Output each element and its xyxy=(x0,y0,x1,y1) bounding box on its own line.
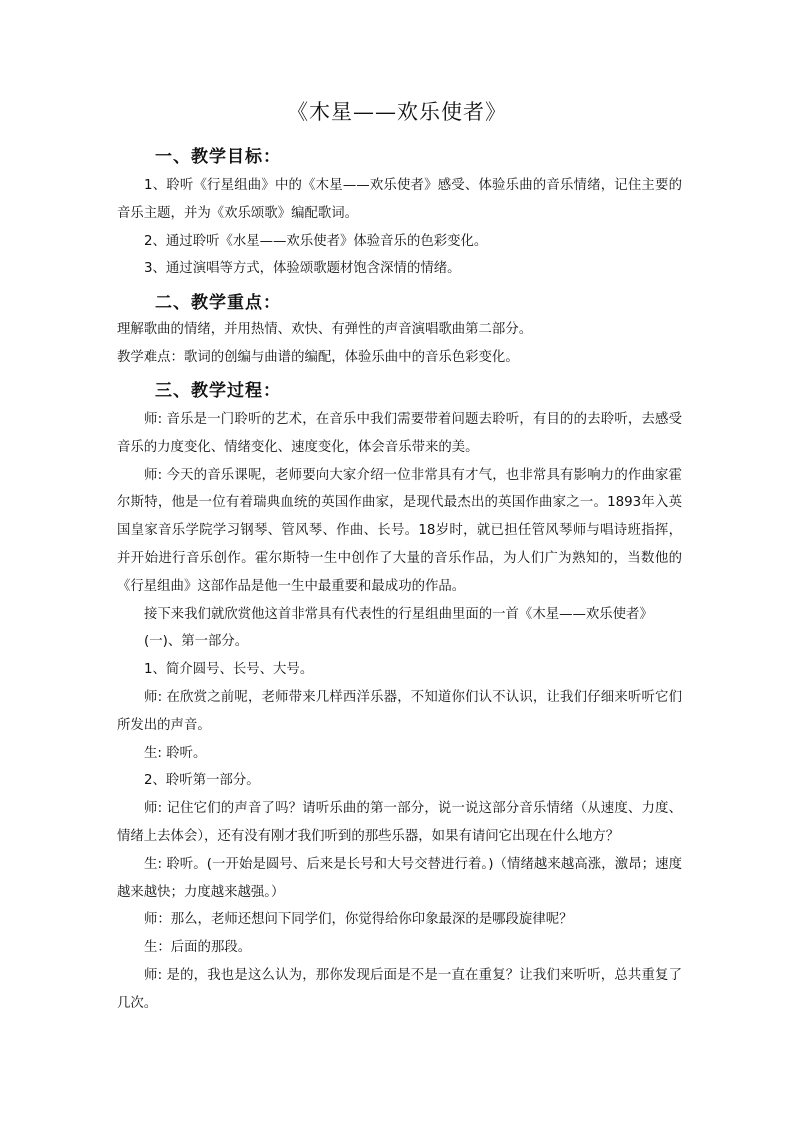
process-paragraph: (一)、第一部分。 xyxy=(144,634,249,650)
document-title: 《木星——欢乐使者》 xyxy=(287,100,507,124)
heading-teaching-process: 三、教学过程： xyxy=(155,381,281,401)
focus-item: 理解歌曲的情绪，并用热情、欢快、有弹性的声音演唱歌曲第二部分。 xyxy=(117,322,533,337)
process-paragraph: 接下来我们就欣赏他这首非常具有代表性的行星组曲里面的一首《木星——欢乐使者》 xyxy=(144,606,653,622)
process-paragraph: 生: 聆听。(一开始是圆号、后来是长号和大号交替进行着。)（情绪越来越高涨，激昂；速度越来越快；力度越来越强。） xyxy=(117,856,682,900)
process-paragraph: 师：那么，老师还想问下同学们，你觉得给你印象最深的是哪段旋律呢？ xyxy=(144,912,573,928)
process-paragraph: 2、聆听第一部分。 xyxy=(144,773,260,789)
heading-teaching-focus: 二、教学重点： xyxy=(155,293,281,313)
process-paragraph: 生: 聆听。 xyxy=(144,745,207,761)
process-paragraph: 师: 今天的音乐课呢，老师要向大家介绍一位非常具有才气，也非常具有影响力的作曲家霍尔斯特，他是一位有着瑞典血统的英国作曲家，是现代最杰出的英国作曲家之一。1893年入英国皇家音乐学院学习钢琴、管风琴、作曲、长号。18岁时，就已担任管风琴师与唱诗班指挥，并开始进行音乐创作。霍尔斯特一生中创作了大量的音乐作品，为人们广为熟知的，当数他的《行星组曲》这部作品是他一生中最重要和最成功的作品。 xyxy=(117,467,682,594)
goal-item: 3、通过演唱等方式，体验颂歌题材饱含深情的情绪。 xyxy=(144,261,461,277)
focus-item: 教学难点：歌词的创编与曲谱的编配，体验乐曲中的音乐色彩变化。 xyxy=(117,349,519,365)
process-paragraph: 师: 记住它们的声音了吗？请听乐曲的第一部分，说一说这部分音乐情绪（从速度、力度、情绪上去体会），还有没有刚才我们听到的那些乐器，如果有请问它出现在什么地方？ xyxy=(117,801,682,844)
process-paragraph: 师: 是的，我也是这么认为，那你发现后面是不是一直在重复？让我们来听听，总共重复了几次。 xyxy=(117,967,682,1011)
process-paragraph: 1、简介圆号、长号、大号。 xyxy=(144,662,314,678)
process-paragraph: 师: 音乐是一门聆听的艺术，在音乐中我们需要带着问题去聆听，有目的的去聆听，去感受音乐的力度变化、情绪变化、速度变化，体会音乐带来的美。 xyxy=(117,412,682,455)
goal-item: 2、通过聆听《水星——欢乐使者》体验音乐的色彩变化。 xyxy=(144,233,488,249)
teaching-focus-list xyxy=(117,316,682,372)
teaching-goals-list xyxy=(117,172,682,283)
goal-item: 1、聆听《行星组曲》中的《木星——欢乐使者》感受、体验乐曲的音乐情绪，记住主要的音乐主题，并为《欢乐颂歌》编配歌词。 xyxy=(117,178,682,221)
process-paragraph: 师: 在欣赏之前呢，老师带来几样西洋乐器，不知道你们认不认识，让我们仔细来听听它们所发出的声音。 xyxy=(117,689,682,733)
heading-teaching-goals: 一、教学目标： xyxy=(155,147,281,167)
teaching-process-text xyxy=(117,406,682,1018)
process-paragraph: 生：后面的那段。 xyxy=(144,940,252,956)
